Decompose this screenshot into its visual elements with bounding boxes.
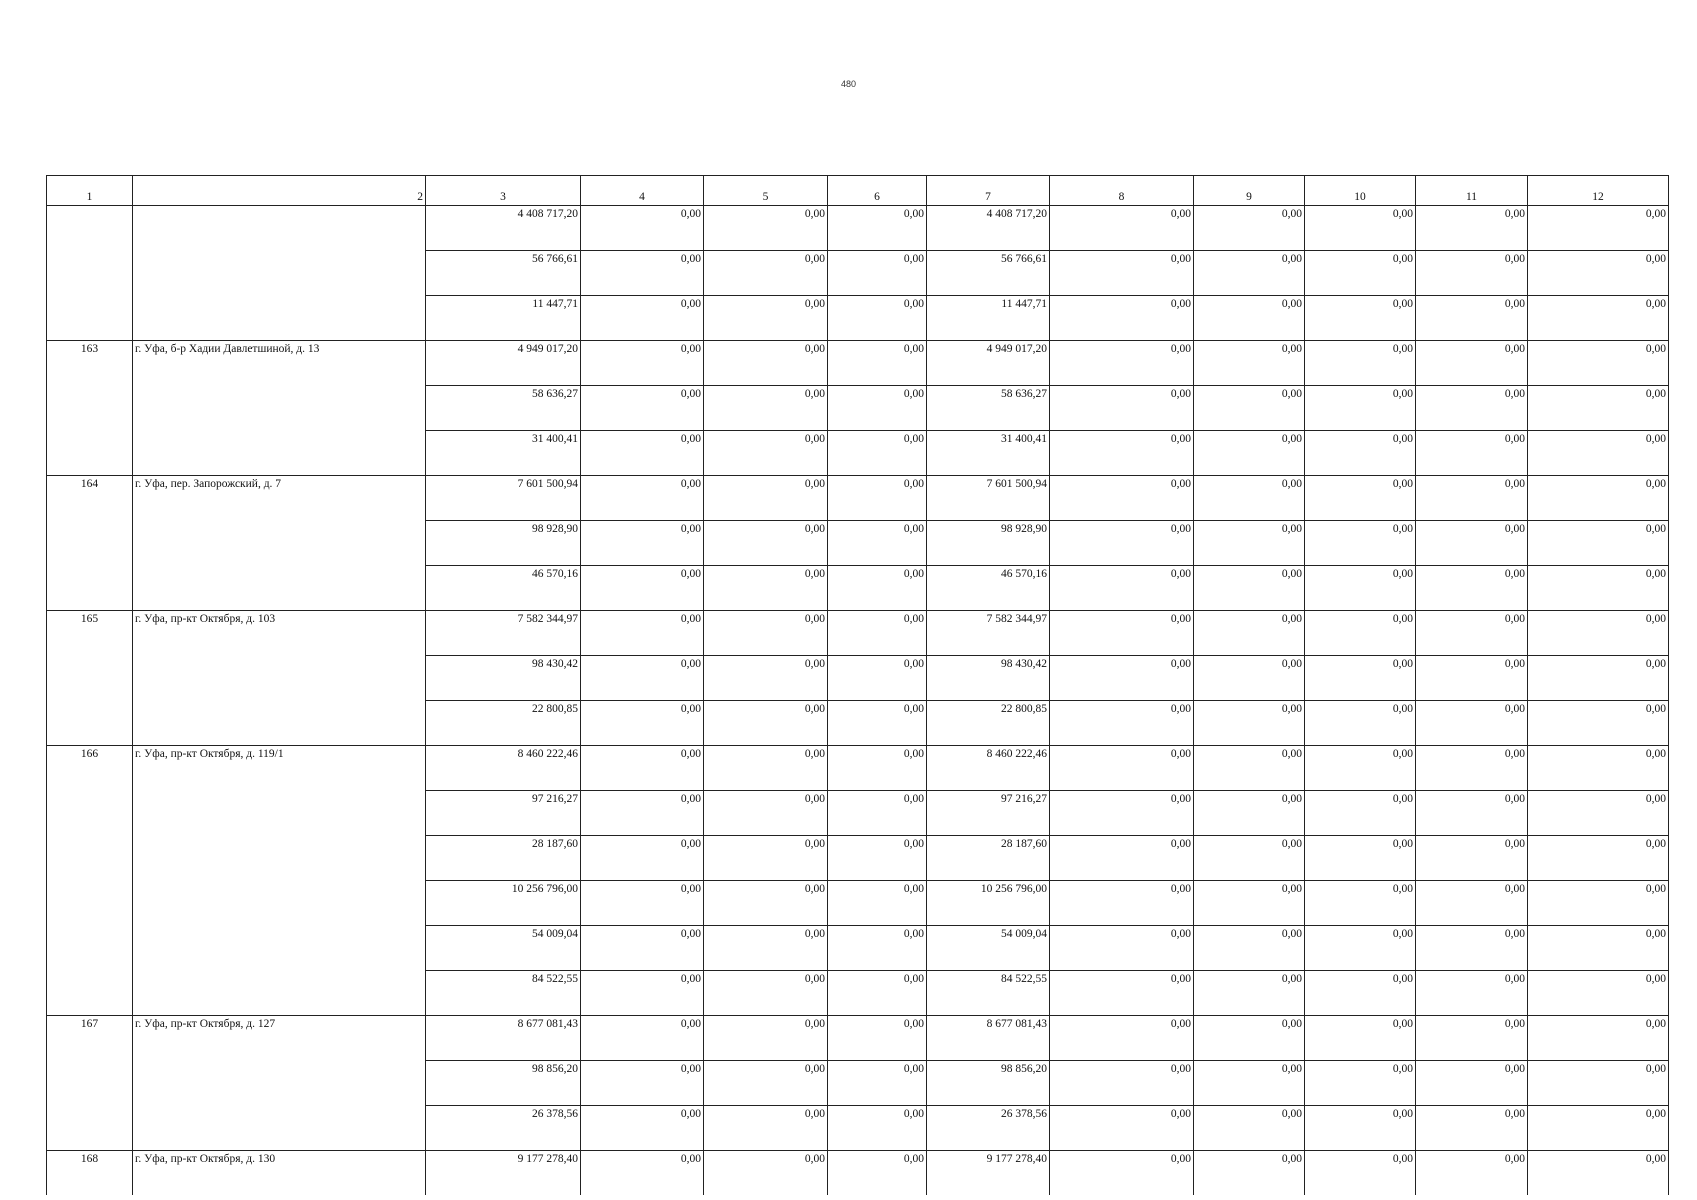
value-cell-col-12: 0,00 <box>1528 431 1669 476</box>
value-cell-col-10: 0,00 <box>1305 1106 1416 1151</box>
value-cell-col-5: 0,00 <box>704 341 828 386</box>
value-cell-col-8: 0,00 <box>1050 476 1194 521</box>
header-row <box>47 176 1669 206</box>
value-cell-col-6: 0,00 <box>828 251 927 296</box>
value-cell-col-3: 58 636,27 <box>426 386 581 431</box>
address-cell: г. Уфа, пр-кт Октября, д. 103 <box>133 611 426 746</box>
value-cell-col-4: 0,00 <box>581 881 704 926</box>
value-cell-col-11: 0,00 <box>1416 836 1528 881</box>
value-cell-col-7: 4 408 717,20 <box>927 206 1050 251</box>
value-cell-col-8: 0,00 <box>1050 566 1194 611</box>
value-cell-col-9: 0,00 <box>1194 251 1305 296</box>
value-cell-col-9: 0,00 <box>1194 656 1305 701</box>
value-cell-col-11: 0,00 <box>1416 521 1528 566</box>
value-cell-col-12: 0,00 <box>1528 521 1669 566</box>
value-cell-col-8: 0,00 <box>1050 1061 1194 1106</box>
value-cell-col-4: 0,00 <box>581 746 704 791</box>
value-cell-col-6: 0,00 <box>828 1016 927 1061</box>
value-cell-col-7: 7 601 500,94 <box>927 476 1050 521</box>
value-cell-col-4: 0,00 <box>581 701 704 746</box>
value-cell-col-6: 0,00 <box>828 476 927 521</box>
page-number: 480 <box>840 79 857 89</box>
value-cell-col-8: 0,00 <box>1050 836 1194 881</box>
value-cell-col-7: 22 800,85 <box>927 701 1050 746</box>
value-cell-col-3: 46 570,16 <box>426 566 581 611</box>
value-cell-col-9: 0,00 <box>1194 1061 1305 1106</box>
value-cell-col-8: 0,00 <box>1050 206 1194 251</box>
value-cell-col-6: 0,00 <box>828 611 927 656</box>
value-cell-col-3: 7 601 500,94 <box>426 476 581 521</box>
value-cell-col-5: 0,00 <box>704 1106 828 1151</box>
value-cell-col-9: 0,00 <box>1194 431 1305 476</box>
value-cell-col-4: 0,00 <box>581 521 704 566</box>
value-cell-col-7: 31 400,41 <box>927 431 1050 476</box>
value-cell-col-12: 0,00 <box>1528 1151 1669 1196</box>
value-cell-col-12: 0,00 <box>1528 701 1669 746</box>
value-cell-col-12: 0,00 <box>1528 836 1669 881</box>
value-cell-col-5: 0,00 <box>704 926 828 971</box>
value-cell-col-5: 0,00 <box>704 881 828 926</box>
value-cell-col-7: 98 928,90 <box>927 521 1050 566</box>
value-cell-col-4: 0,00 <box>581 341 704 386</box>
value-cell-col-10: 0,00 <box>1305 341 1416 386</box>
value-cell-col-8: 0,00 <box>1050 791 1194 836</box>
value-cell-col-12: 0,00 <box>1528 791 1669 836</box>
value-cell-col-10: 0,00 <box>1305 386 1416 431</box>
value-cell-col-11: 0,00 <box>1416 251 1528 296</box>
value-cell-col-9: 0,00 <box>1194 1151 1305 1196</box>
value-cell-col-8: 0,00 <box>1050 251 1194 296</box>
value-cell-col-11: 0,00 <box>1416 476 1528 521</box>
value-cell-col-10: 0,00 <box>1305 971 1416 1016</box>
value-cell-col-9: 0,00 <box>1194 1016 1305 1061</box>
value-cell-col-10: 0,00 <box>1305 1016 1416 1061</box>
value-cell-col-4: 0,00 <box>581 566 704 611</box>
value-cell-col-3: 98 430,42 <box>426 656 581 701</box>
value-cell-col-7: 98 430,42 <box>927 656 1050 701</box>
value-cell-col-10: 0,00 <box>1305 926 1416 971</box>
value-cell-col-11: 0,00 <box>1416 971 1528 1016</box>
value-cell-col-4: 0,00 <box>581 251 704 296</box>
value-cell-col-3: 8 677 081,43 <box>426 1016 581 1061</box>
table-row <box>47 476 1669 521</box>
value-cell-col-7: 98 856,20 <box>927 1061 1050 1106</box>
row-number-cell: 167 <box>47 1016 133 1151</box>
column-header-12: 12 <box>1528 176 1669 206</box>
value-cell-col-6: 0,00 <box>828 926 927 971</box>
value-cell-col-3: 28 187,60 <box>426 836 581 881</box>
value-cell-col-6: 0,00 <box>828 746 927 791</box>
value-cell-col-6: 0,00 <box>828 1151 927 1196</box>
column-header-11: 11 <box>1416 176 1528 206</box>
value-cell-col-11: 0,00 <box>1416 611 1528 656</box>
value-cell-col-4: 0,00 <box>581 386 704 431</box>
value-cell-col-10: 0,00 <box>1305 476 1416 521</box>
value-cell-col-9: 0,00 <box>1194 386 1305 431</box>
value-cell-col-3: 8 460 222,46 <box>426 746 581 791</box>
value-cell-col-4: 0,00 <box>581 1106 704 1151</box>
column-header-3: 3 <box>426 176 581 206</box>
value-cell-col-8: 0,00 <box>1050 1106 1194 1151</box>
value-cell-col-6: 0,00 <box>828 881 927 926</box>
table-row <box>47 341 1669 386</box>
address-cell: г. Уфа, пр-кт Октября, д. 119/1 <box>133 746 426 1016</box>
value-cell-col-6: 0,00 <box>828 656 927 701</box>
row-number-cell: 164 <box>47 476 133 611</box>
value-cell-col-4: 0,00 <box>581 611 704 656</box>
value-cell-col-8: 0,00 <box>1050 386 1194 431</box>
value-cell-col-5: 0,00 <box>704 1016 828 1061</box>
value-cell-col-7: 7 582 344,97 <box>927 611 1050 656</box>
table-row <box>47 746 1669 791</box>
value-cell-col-12: 0,00 <box>1528 296 1669 341</box>
value-cell-col-3: 22 800,85 <box>426 701 581 746</box>
value-cell-col-11: 0,00 <box>1416 431 1528 476</box>
value-cell-col-9: 0,00 <box>1194 701 1305 746</box>
value-cell-col-4: 0,00 <box>581 1151 704 1196</box>
value-cell-col-6: 0,00 <box>828 1106 927 1151</box>
value-cell-col-8: 0,00 <box>1050 971 1194 1016</box>
value-cell-col-4: 0,00 <box>581 1016 704 1061</box>
value-cell-col-10: 0,00 <box>1305 881 1416 926</box>
value-cell-col-11: 0,00 <box>1416 566 1528 611</box>
value-cell-col-12: 0,00 <box>1528 1016 1669 1061</box>
value-cell-col-10: 0,00 <box>1305 1151 1416 1196</box>
value-cell-col-7: 8 677 081,43 <box>927 1016 1050 1061</box>
value-cell-col-11: 0,00 <box>1416 386 1528 431</box>
value-cell-col-12: 0,00 <box>1528 926 1669 971</box>
data-table <box>46 175 1669 1195</box>
value-cell-col-5: 0,00 <box>704 656 828 701</box>
value-cell-col-11: 0,00 <box>1416 206 1528 251</box>
value-cell-col-11: 0,00 <box>1416 296 1528 341</box>
value-cell-col-7: 54 009,04 <box>927 926 1050 971</box>
value-cell-col-5: 0,00 <box>704 1061 828 1106</box>
value-cell-col-5: 0,00 <box>704 431 828 476</box>
value-cell-col-12: 0,00 <box>1528 881 1669 926</box>
value-cell-col-8: 0,00 <box>1050 1151 1194 1196</box>
row-number-cell: 166 <box>47 746 133 1016</box>
value-cell-col-11: 0,00 <box>1416 701 1528 746</box>
value-cell-col-7: 10 256 796,00 <box>927 881 1050 926</box>
value-cell-col-9: 0,00 <box>1194 791 1305 836</box>
value-cell-col-6: 0,00 <box>828 521 927 566</box>
value-cell-col-12: 0,00 <box>1528 341 1669 386</box>
value-cell-col-6: 0,00 <box>828 431 927 476</box>
value-cell-col-9: 0,00 <box>1194 971 1305 1016</box>
value-cell-col-8: 0,00 <box>1050 746 1194 791</box>
value-cell-col-3: 56 766,61 <box>426 251 581 296</box>
column-header-1: 1 <box>47 176 133 206</box>
value-cell-col-12: 0,00 <box>1528 656 1669 701</box>
row-number-cell: 163 <box>47 341 133 476</box>
value-cell-col-8: 0,00 <box>1050 1016 1194 1061</box>
value-cell-col-5: 0,00 <box>704 386 828 431</box>
value-cell-col-5: 0,00 <box>704 206 828 251</box>
value-cell-col-5: 0,00 <box>704 296 828 341</box>
value-cell-col-3: 11 447,71 <box>426 296 581 341</box>
value-cell-col-3: 98 856,20 <box>426 1061 581 1106</box>
value-cell-col-4: 0,00 <box>581 971 704 1016</box>
value-cell-col-3: 54 009,04 <box>426 926 581 971</box>
address-cell: г. Уфа, пр-кт Октября, д. 130 <box>133 1151 426 1196</box>
value-cell-col-8: 0,00 <box>1050 701 1194 746</box>
value-cell-col-8: 0,00 <box>1050 926 1194 971</box>
column-header-4: 4 <box>581 176 704 206</box>
value-cell-col-8: 0,00 <box>1050 656 1194 701</box>
value-cell-col-5: 0,00 <box>704 701 828 746</box>
value-cell-col-9: 0,00 <box>1194 206 1305 251</box>
value-cell-col-12: 0,00 <box>1528 251 1669 296</box>
value-cell-col-7: 11 447,71 <box>927 296 1050 341</box>
value-cell-col-12: 0,00 <box>1528 1106 1669 1151</box>
value-cell-col-9: 0,00 <box>1194 881 1305 926</box>
value-cell-col-9: 0,00 <box>1194 566 1305 611</box>
column-header-10: 10 <box>1305 176 1416 206</box>
value-cell-col-7: 4 949 017,20 <box>927 341 1050 386</box>
value-cell-col-10: 0,00 <box>1305 566 1416 611</box>
value-cell-col-7: 56 766,61 <box>927 251 1050 296</box>
value-cell-col-4: 0,00 <box>581 206 704 251</box>
value-cell-col-8: 0,00 <box>1050 431 1194 476</box>
value-cell-col-6: 0,00 <box>828 566 927 611</box>
table-row <box>47 1151 1669 1196</box>
value-cell-col-12: 0,00 <box>1528 476 1669 521</box>
value-cell-col-4: 0,00 <box>581 1061 704 1106</box>
value-cell-col-8: 0,00 <box>1050 611 1194 656</box>
value-cell-col-12: 0,00 <box>1528 611 1669 656</box>
value-cell-col-6: 0,00 <box>828 701 927 746</box>
value-cell-col-5: 0,00 <box>704 746 828 791</box>
value-cell-col-10: 0,00 <box>1305 746 1416 791</box>
value-cell-col-3: 9 177 278,40 <box>426 1151 581 1196</box>
value-cell-col-10: 0,00 <box>1305 791 1416 836</box>
value-cell-col-11: 0,00 <box>1416 341 1528 386</box>
value-cell-col-6: 0,00 <box>828 836 927 881</box>
value-cell-col-9: 0,00 <box>1194 611 1305 656</box>
value-cell-col-3: 31 400,41 <box>426 431 581 476</box>
table-body <box>47 206 1669 1196</box>
value-cell-col-9: 0,00 <box>1194 836 1305 881</box>
value-cell-col-7: 8 460 222,46 <box>927 746 1050 791</box>
value-cell-col-12: 0,00 <box>1528 566 1669 611</box>
address-cell: г. Уфа, пер. Запорожский, д. 7 <box>133 476 426 611</box>
value-cell-col-10: 0,00 <box>1305 611 1416 656</box>
value-cell-col-7: 58 636,27 <box>927 386 1050 431</box>
value-cell-col-6: 0,00 <box>828 206 927 251</box>
value-cell-col-12: 0,00 <box>1528 971 1669 1016</box>
column-header-8: 8 <box>1050 176 1194 206</box>
value-cell-col-8: 0,00 <box>1050 521 1194 566</box>
value-cell-col-10: 0,00 <box>1305 656 1416 701</box>
value-cell-col-10: 0,00 <box>1305 206 1416 251</box>
value-cell-col-9: 0,00 <box>1194 521 1305 566</box>
address-cell <box>133 206 426 341</box>
value-cell-col-9: 0,00 <box>1194 476 1305 521</box>
value-cell-col-5: 0,00 <box>704 251 828 296</box>
value-cell-col-8: 0,00 <box>1050 296 1194 341</box>
value-cell-col-11: 0,00 <box>1416 746 1528 791</box>
value-cell-col-7: 28 187,60 <box>927 836 1050 881</box>
value-cell-col-6: 0,00 <box>828 1061 927 1106</box>
value-cell-col-4: 0,00 <box>581 476 704 521</box>
value-cell-col-9: 0,00 <box>1194 341 1305 386</box>
value-cell-col-7: 46 570,16 <box>927 566 1050 611</box>
value-cell-col-6: 0,00 <box>828 791 927 836</box>
row-number-cell: 165 <box>47 611 133 746</box>
value-cell-col-5: 0,00 <box>704 1151 828 1196</box>
value-cell-col-11: 0,00 <box>1416 1016 1528 1061</box>
value-cell-col-4: 0,00 <box>581 296 704 341</box>
column-header-6: 6 <box>828 176 927 206</box>
value-cell-col-3: 84 522,55 <box>426 971 581 1016</box>
value-cell-col-5: 0,00 <box>704 476 828 521</box>
value-cell-col-11: 0,00 <box>1416 791 1528 836</box>
value-cell-col-6: 0,00 <box>828 971 927 1016</box>
value-cell-col-3: 7 582 344,97 <box>426 611 581 656</box>
value-cell-col-5: 0,00 <box>704 566 828 611</box>
table-row <box>47 206 1669 251</box>
value-cell-col-12: 0,00 <box>1528 1061 1669 1106</box>
value-cell-col-4: 0,00 <box>581 431 704 476</box>
value-cell-col-11: 0,00 <box>1416 656 1528 701</box>
value-cell-col-5: 0,00 <box>704 521 828 566</box>
value-cell-col-4: 0,00 <box>581 791 704 836</box>
value-cell-col-6: 0,00 <box>828 341 927 386</box>
value-cell-col-11: 0,00 <box>1416 1151 1528 1196</box>
value-cell-col-9: 0,00 <box>1194 1106 1305 1151</box>
value-cell-col-5: 0,00 <box>704 971 828 1016</box>
row-number-cell <box>47 206 133 341</box>
value-cell-col-3: 4 949 017,20 <box>426 341 581 386</box>
address-cell: г. Уфа, б-р Хадии Давлетшиной, д. 13 <box>133 341 426 476</box>
value-cell-col-12: 0,00 <box>1528 206 1669 251</box>
value-cell-col-10: 0,00 <box>1305 836 1416 881</box>
value-cell-col-12: 0,00 <box>1528 386 1669 431</box>
value-cell-col-8: 0,00 <box>1050 341 1194 386</box>
value-cell-col-3: 97 216,27 <box>426 791 581 836</box>
value-cell-col-3: 4 408 717,20 <box>426 206 581 251</box>
value-cell-col-10: 0,00 <box>1305 431 1416 476</box>
column-header-5: 5 <box>704 176 828 206</box>
address-cell: г. Уфа, пр-кт Октября, д. 127 <box>133 1016 426 1151</box>
value-cell-col-12: 0,00 <box>1528 746 1669 791</box>
table-row <box>47 1016 1669 1061</box>
value-cell-col-9: 0,00 <box>1194 926 1305 971</box>
value-cell-col-10: 0,00 <box>1305 251 1416 296</box>
value-cell-col-10: 0,00 <box>1305 296 1416 341</box>
value-cell-col-5: 0,00 <box>704 791 828 836</box>
value-cell-col-6: 0,00 <box>828 296 927 341</box>
value-cell-col-7: 97 216,27 <box>927 791 1050 836</box>
value-cell-col-11: 0,00 <box>1416 1061 1528 1106</box>
row-number-cell: 168 <box>47 1151 133 1196</box>
value-cell-col-5: 0,00 <box>704 611 828 656</box>
value-cell-col-4: 0,00 <box>581 926 704 971</box>
value-cell-col-9: 0,00 <box>1194 296 1305 341</box>
value-cell-col-7: 26 378,56 <box>927 1106 1050 1151</box>
column-header-7: 7 <box>927 176 1050 206</box>
value-cell-col-10: 0,00 <box>1305 1061 1416 1106</box>
column-header-9: 9 <box>1194 176 1305 206</box>
value-cell-col-3: 98 928,90 <box>426 521 581 566</box>
value-cell-col-3: 26 378,56 <box>426 1106 581 1151</box>
value-cell-col-9: 0,00 <box>1194 746 1305 791</box>
value-cell-col-4: 0,00 <box>581 656 704 701</box>
value-cell-col-8: 0,00 <box>1050 881 1194 926</box>
value-cell-col-7: 9 177 278,40 <box>927 1151 1050 1196</box>
value-cell-col-10: 0,00 <box>1305 521 1416 566</box>
value-cell-col-11: 0,00 <box>1416 926 1528 971</box>
table-header <box>47 176 1669 206</box>
value-cell-col-6: 0,00 <box>828 386 927 431</box>
table-row <box>47 611 1669 656</box>
column-header-2: 2 <box>133 176 426 206</box>
value-cell-col-11: 0,00 <box>1416 881 1528 926</box>
value-cell-col-10: 0,00 <box>1305 701 1416 746</box>
value-cell-col-7: 84 522,55 <box>927 971 1050 1016</box>
value-cell-col-4: 0,00 <box>581 836 704 881</box>
value-cell-col-11: 0,00 <box>1416 1106 1528 1151</box>
value-cell-col-3: 10 256 796,00 <box>426 881 581 926</box>
value-cell-col-5: 0,00 <box>704 836 828 881</box>
